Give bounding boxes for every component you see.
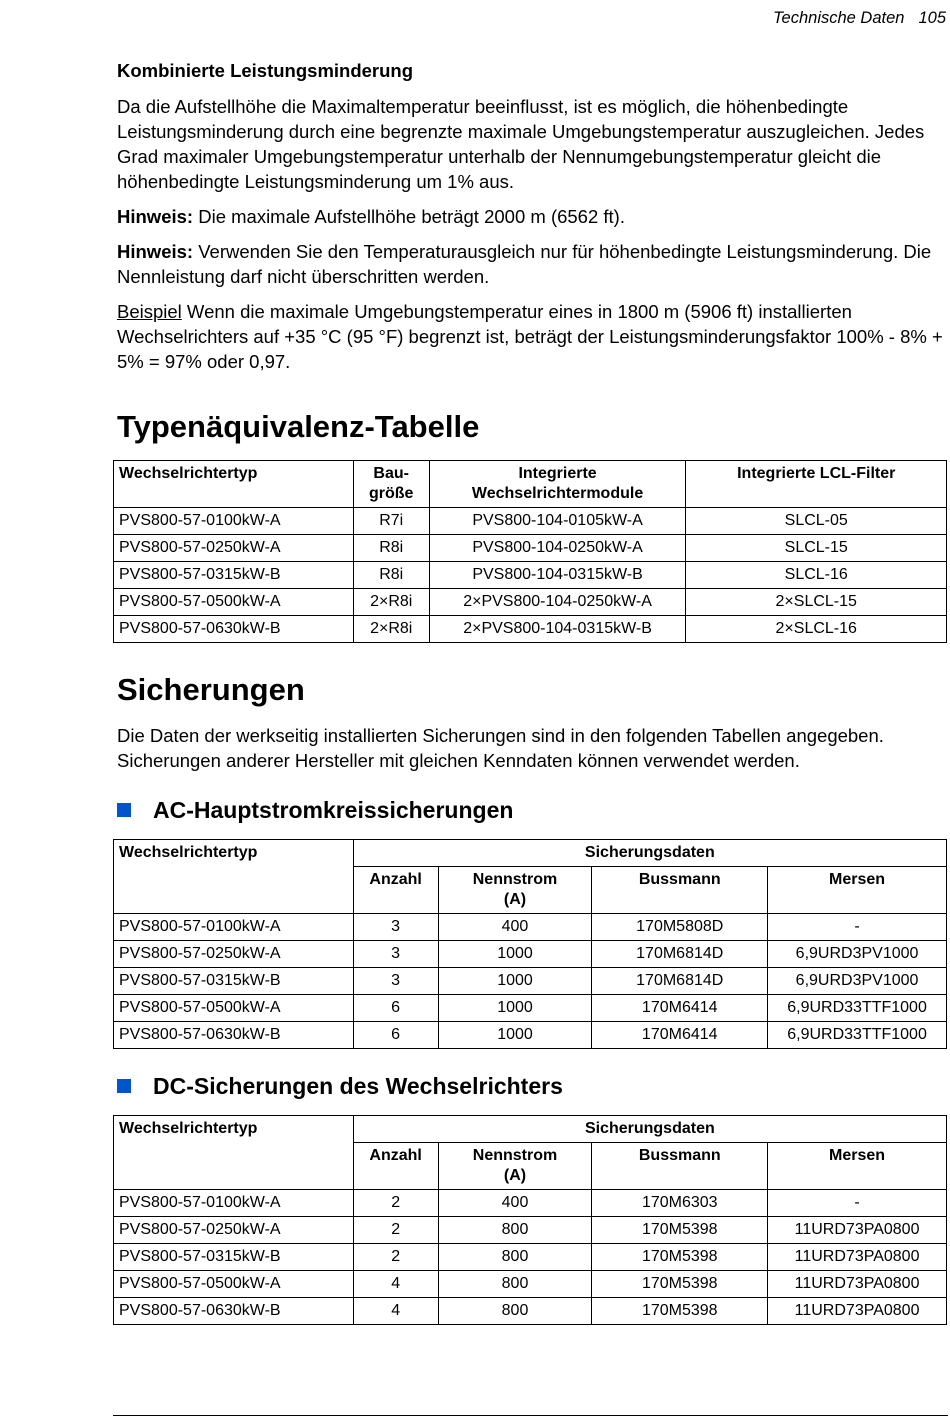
table-cell: 170M5398: [592, 1298, 768, 1325]
table-cell: 170M6414: [592, 995, 768, 1022]
table-cell: 800: [438, 1271, 592, 1298]
dc-fuses-heading: [117, 1071, 943, 1101]
column-header: Anzahl: [353, 867, 438, 914]
page-number: 105: [918, 9, 946, 27]
table-cell: PVS800-57-0250kW-A: [114, 1217, 354, 1244]
table-cell: 2×SLCL-15: [686, 589, 947, 616]
column-header: Bau- größe: [353, 461, 429, 508]
table-cell: PVS800-57-0250kW-A: [114, 535, 354, 562]
table-cell: 800: [438, 1217, 592, 1244]
table-cell: 800: [438, 1244, 592, 1271]
table-row: [114, 995, 947, 1022]
table-cell: PVS800-57-0315kW-B: [114, 562, 354, 589]
column-header: Bussmann: [592, 867, 768, 914]
table-row: [114, 562, 947, 589]
column-header: Nennstrom (A): [438, 1143, 592, 1190]
example-paragraph: [117, 299, 943, 374]
table-row: [114, 535, 947, 562]
table-cell: 6,9URD33TTF1000: [768, 1022, 947, 1049]
ac-fuses-table: [113, 839, 947, 1049]
square-bullet-icon: [117, 1079, 131, 1093]
table-cell: PVS800-57-0100kW-A: [114, 1190, 354, 1217]
table-cell: SLCL-15: [686, 535, 947, 562]
table-cell: PVS800-104-0105kW-A: [429, 508, 686, 535]
column-header: Mersen: [768, 1143, 947, 1190]
column-header: Wechselrichtertyp: [114, 840, 354, 914]
table-cell: 170M6303: [592, 1190, 768, 1217]
table-cell: 11URD73PA0800: [768, 1217, 947, 1244]
page-header: [773, 9, 946, 28]
note-text: Die maximale Aufstellhöhe beträgt 2000 m (6562 ft).: [193, 206, 625, 227]
table-cell: PVS800-104-0250kW-A: [429, 535, 686, 562]
table-cell: 170M6814D: [592, 941, 768, 968]
table-row: [114, 914, 947, 941]
table-cell: 170M6814D: [592, 968, 768, 995]
example-label: Beispiel: [117, 301, 182, 322]
table-cell: PVS800-57-0630kW-B: [114, 616, 354, 643]
table-cell: PVS800-57-0250kW-A: [114, 941, 354, 968]
column-header: Wechselrichtertyp: [114, 1116, 354, 1190]
table-cell: R8i: [353, 535, 429, 562]
table-cell: 6: [353, 995, 438, 1022]
dc-fuses-title: DC-Sicherungen des Wechselrichters: [153, 1073, 563, 1099]
table-cell: 170M6414: [592, 1022, 768, 1049]
table-cell: 2×PVS800-104-0315kW-B: [429, 616, 686, 643]
derating-heading: Kombinierte Leistungsminderung: [117, 60, 414, 81]
square-bullet-icon: [117, 803, 131, 817]
fuses-intro: Die Daten der werkseitig installierten Sicherungen sind in den folgenden Tabellen angegeben. Sicherungen anderer Hersteller mit gleichen Kenndaten können verwendet werden.: [117, 725, 884, 771]
table-cell: 11URD73PA0800: [768, 1271, 947, 1298]
table-cell: 170M5808D: [592, 914, 768, 941]
group-header: Sicherungsdaten: [353, 840, 946, 867]
note-label: Hinweis:: [117, 241, 194, 262]
table-cell: 170M5398: [592, 1271, 768, 1298]
table-cell: 6: [353, 1022, 438, 1049]
table-cell: 2: [353, 1244, 438, 1271]
table-row: [114, 1022, 947, 1049]
table-cell: 400: [438, 1190, 592, 1217]
table-row: [114, 968, 947, 995]
column-header: Integrierte Wechselrichtermodule: [429, 461, 686, 508]
table-cell: 6,9URD3PV1000: [768, 941, 947, 968]
page-content: [117, 60, 943, 1325]
derating-paragraph: Da die Aufstellhöhe die Maximaltemperatur beeinflusst, ist es möglich, die höhenbedingte Leistungsminderung durch eine begrenzte maximale Umgebungstemperatur auszugleichen. Jedes Grad maximaler Umgebungstemperatur unterhalb der Nennumgebungstemperatur gleicht die höhenbedingte Leistungsminderung um 1% aus.: [117, 96, 925, 192]
table-cell: -: [768, 1190, 947, 1217]
table-cell: 1000: [438, 941, 592, 968]
note-temperature: [117, 239, 943, 289]
table-cell: PVS800-57-0500kW-A: [114, 995, 354, 1022]
table-cell: PVS800-57-0315kW-B: [114, 968, 354, 995]
table-cell: -: [768, 914, 947, 941]
table-row: [114, 1298, 947, 1325]
group-header: Sicherungsdaten: [353, 1116, 946, 1143]
type-equivalence-table: [113, 460, 947, 643]
table-row: [114, 1271, 947, 1298]
example-text: Wenn die maximale Umgebungstemperatur eines in 1800 m (5906 ft) installierten Wechselrichters auf +35 °C (95 °F) begrenzt ist, beträgt der Leistungsminderungsfaktor 100% - 8% + 5% = 97% oder 0,97.: [117, 301, 943, 372]
note-text: Verwenden Sie den Temperaturausgleich nur für höhenbedingte Leistungsminderung. Die Nennleistung darf nicht überschritten werden.: [117, 241, 932, 287]
type-table-title: Typenäquivalenz-Tabelle: [117, 409, 480, 444]
table-cell: 3: [353, 968, 438, 995]
footer-divider: [113, 1415, 948, 1416]
ac-fuses-title: AC-Hauptstromkreissicherungen: [153, 797, 514, 823]
note-label: Hinweis:: [117, 206, 194, 227]
table-cell: PVS800-57-0630kW-B: [114, 1022, 354, 1049]
table-cell: 400: [438, 914, 592, 941]
column-header: Integrierte LCL-Filter: [686, 461, 947, 508]
table-cell: R8i: [353, 562, 429, 589]
table-cell: 170M5398: [592, 1244, 768, 1271]
table-cell: 2×PVS800-104-0250kW-A: [429, 589, 686, 616]
table-cell: PVS800-57-0100kW-A: [114, 914, 354, 941]
column-header: Bussmann: [592, 1143, 768, 1190]
table-cell: 6,9URD3PV1000: [768, 968, 947, 995]
table-cell: 1000: [438, 1022, 592, 1049]
header-section-title: Technische Daten: [772, 9, 905, 27]
table-row: [114, 508, 947, 535]
column-header: Anzahl: [353, 1143, 438, 1190]
table-cell: 2×R8i: [353, 616, 429, 643]
table-cell: SLCL-16: [686, 562, 947, 589]
column-header: Nennstrom (A): [438, 867, 592, 914]
table-cell: 11URD73PA0800: [768, 1298, 947, 1325]
table-cell: PVS800-57-0315kW-B: [114, 1244, 354, 1271]
table-cell: PVS800-57-0630kW-B: [114, 1298, 354, 1325]
ac-fuses-heading: [117, 795, 943, 825]
table-cell: 2×R8i: [353, 589, 429, 616]
table-cell: 1000: [438, 968, 592, 995]
table-header-row: [114, 461, 947, 508]
table-cell: 3: [353, 914, 438, 941]
dc-fuses-table: [113, 1115, 947, 1325]
table-cell: PVS800-57-0100kW-A: [114, 508, 354, 535]
table-cell: 6,9URD33TTF1000: [768, 995, 947, 1022]
table-group-header-row: [114, 1116, 947, 1143]
note-altitude: [117, 204, 943, 229]
table-cell: 4: [353, 1298, 438, 1325]
table-group-header-row: [114, 840, 947, 867]
table-row: [114, 589, 947, 616]
column-header: Wechselrichtertyp: [114, 461, 354, 508]
column-header: Mersen: [768, 867, 947, 914]
table-cell: 3: [353, 941, 438, 968]
table-cell: 2×SLCL-16: [686, 616, 947, 643]
fuses-title: Sicherungen: [117, 672, 305, 707]
table-row: [114, 616, 947, 643]
table-row: [114, 941, 947, 968]
table-cell: PVS800-57-0500kW-A: [114, 589, 354, 616]
table-cell: 11URD73PA0800: [768, 1244, 947, 1271]
table-cell: 170M5398: [592, 1217, 768, 1244]
table-row: [114, 1244, 947, 1271]
table-cell: PVS800-104-0315kW-B: [429, 562, 686, 589]
table-cell: SLCL-05: [686, 508, 947, 535]
table-cell: R7i: [353, 508, 429, 535]
table-cell: 2: [353, 1190, 438, 1217]
table-cell: PVS800-57-0500kW-A: [114, 1271, 354, 1298]
table-row: [114, 1217, 947, 1244]
table-cell: 2: [353, 1217, 438, 1244]
table-row: [114, 1190, 947, 1217]
table-cell: 1000: [438, 995, 592, 1022]
table-cell: 4: [353, 1271, 438, 1298]
table-cell: 800: [438, 1298, 592, 1325]
